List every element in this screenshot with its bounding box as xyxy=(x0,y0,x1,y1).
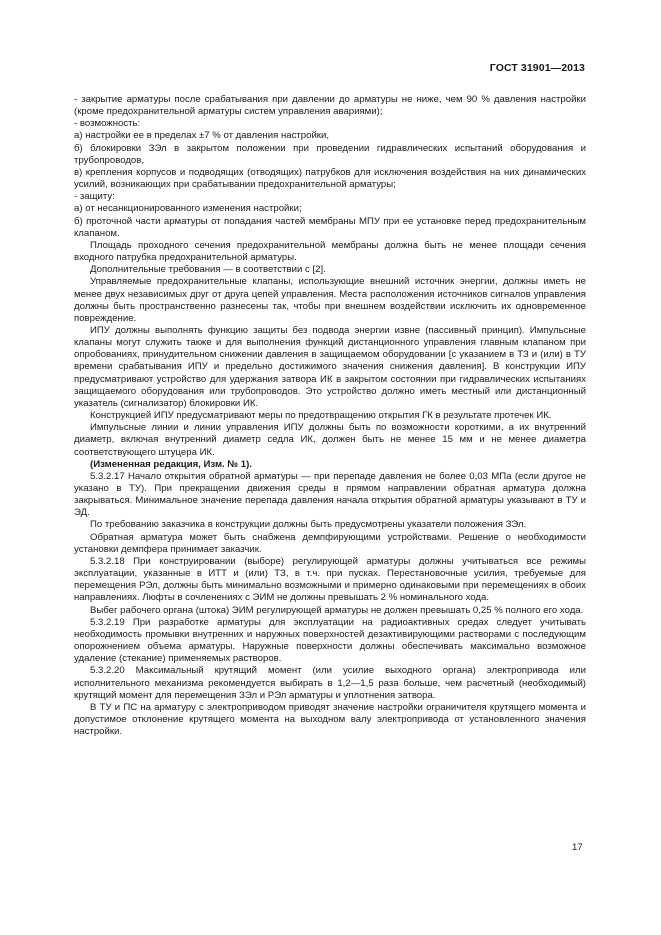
paragraph: Обратная арматура может быть снабжена демпфирующими устройствами. Решение о необходимости установки демпфера принимает заказчик. xyxy=(74,531,586,555)
paragraph: По требованию заказчика в конструкции должны быть предусмотрены указатели положения ЗЭл. xyxy=(90,519,527,531)
paragraph: б) блокировки ЗЭл в закрытом положении при проведении гидравлических испытаний оборудования и трубопроводов, xyxy=(74,142,586,166)
amendment-note: (Измененная редакция, Изм. № 1). xyxy=(90,458,252,470)
paragraph: - закрытие арматуры после срабатывания при давлении до арматуры не ниже, чем 90 % давления настройки (кроме предохранительной арматуры систем управления авариями); xyxy=(74,94,586,118)
paragraph: В ТУ и ПС на арматуру с электроприводом приводят значение настройки ограничителя крутящего момента и допустимое отклонение крутящего момента на выходном валу электропривода от установленного значения настройки. xyxy=(74,701,586,738)
paragraph: б) проточной части арматуры от попадания частей мембраны МПУ при ее установке перед предохранительным клапаном. xyxy=(74,215,586,239)
paragraph: 5.3.2.19 При разработке арматуры для эксплуатации на радиоактивных средах следует учитывать необходимость промывки внутренних и наружных поверхностей дезактивирующими растворами с последующим опорожнением объема арматуры. Наружные поверхности должны обеспечивать максимально возможное удаление (стекание) применяемых растворов. xyxy=(74,616,586,665)
paragraph: - возможность: xyxy=(74,118,141,130)
paragraph: а) настройки ее в пределах ±7 % от давления настройки, xyxy=(74,130,330,142)
body-text xyxy=(74,94,586,738)
page-number: 17 xyxy=(572,842,583,853)
paragraph: Конструкцией ИПУ предусматривают меры по предотвращению открытия ГК в результате протечек ИК. xyxy=(90,410,552,422)
paragraph: в) крепления корпусов и подводящих (отводящих) патрубков для исключения воздействия на них динамических усилий, возникающих при срабатывании предохранительной арматуры; xyxy=(74,166,586,191)
paragraph: Дополнительные требования — в соответствии с [2]. xyxy=(90,264,326,276)
document-header: ГОСТ 31901—2013 xyxy=(489,62,585,74)
paragraph: Импульсные линии и линии управления ИПУ должны быть по возможности короткими, а их внутренний диаметр, включая внутренний диаметр седла ИК, должен быть не менее 15 мм и не менее диаметра соответствующего штуцера ИК. xyxy=(74,422,586,458)
paragraph: Площадь проходного сечения предохранительной мембраны должна быть не менее площади сечения входного патрубка предохранительной арматуры. xyxy=(74,239,586,264)
paragraph: 5.3.2.18 При конструировании (выборе) регулирующей арматуры должны учитываться все режимы эксплуатации, указанные в ИТТ и (или) ТЗ, в т.ч. при пусках. Перестановочные усилия, требуемые для перемещения РЭл, должны быть минимально возможными и примерно одинаковыми при перемещениях в обоих направлениях. Люфты в сочленениях с ЭИМ не должны превышать 2 % номинального хода. xyxy=(74,555,586,604)
paragraph: Управляемые предохранительные клапаны, использующие внешний источник энергии, должны иметь не менее двух независимых друг от друга цепей управления. Места расположения источников сигналов управления должны быть пространственно разнесены так, чтобы при внешнем воздействии исключить их одновременное повреждение. xyxy=(74,276,586,324)
paragraph: - защиту: xyxy=(74,191,115,203)
paragraph: а) от несанкционированного изменения настройки; xyxy=(74,203,302,215)
paragraph: 5.3.2.17 Начало открытия обратной арматуры — при перепаде давления не более 0,03 МПа (если другое не указано в ТУ). При прекращении движения среды в прямом направлении обратная арматура должна закрываться. Минимальное значение перепада давления начала открытия обратной арматуры указывают в ТУ и ЭД. xyxy=(74,470,586,519)
paragraph: 5.3.2.20 Максимальный крутящий момент (или усилие выходного органа) электропривода или исполнительного механизма рекомендуется выбирать в 1,2—1,5 раза больше, чем расчетный (необходимый) крутящий момент для перемещения ЗЭл и РЭл арматуры и уплотнения затвора. xyxy=(74,665,586,701)
paragraph: ИПУ должны выполнять функцию защиты без подвода энергии извне (пассивный принцип). Импульсные клапаны могут служить также и для выполнения функций дистанционного управления главным клапаном при опробованиях, принудительном снижении давления в защищаемом оборудовании [с указанием в ТЗ и (или) в ТУ времени срабатывания ИПУ и предельно достижимого значения снижения давления]. В конструкции ИПУ предусматривают устройство для удержания затвора ИК в закрытом состоянии при гидравлических испытаниях защищаемого оборудования или трубопроводов. Это устройство должно иметь местный или дистанционный указатель (сигнализатор) блокировки ИК. xyxy=(74,324,586,409)
paragraph: Выбег рабочего органа (штока) ЭИМ регулирующей арматуры не должен превышать 0,25 % полного его хода. xyxy=(90,604,584,616)
